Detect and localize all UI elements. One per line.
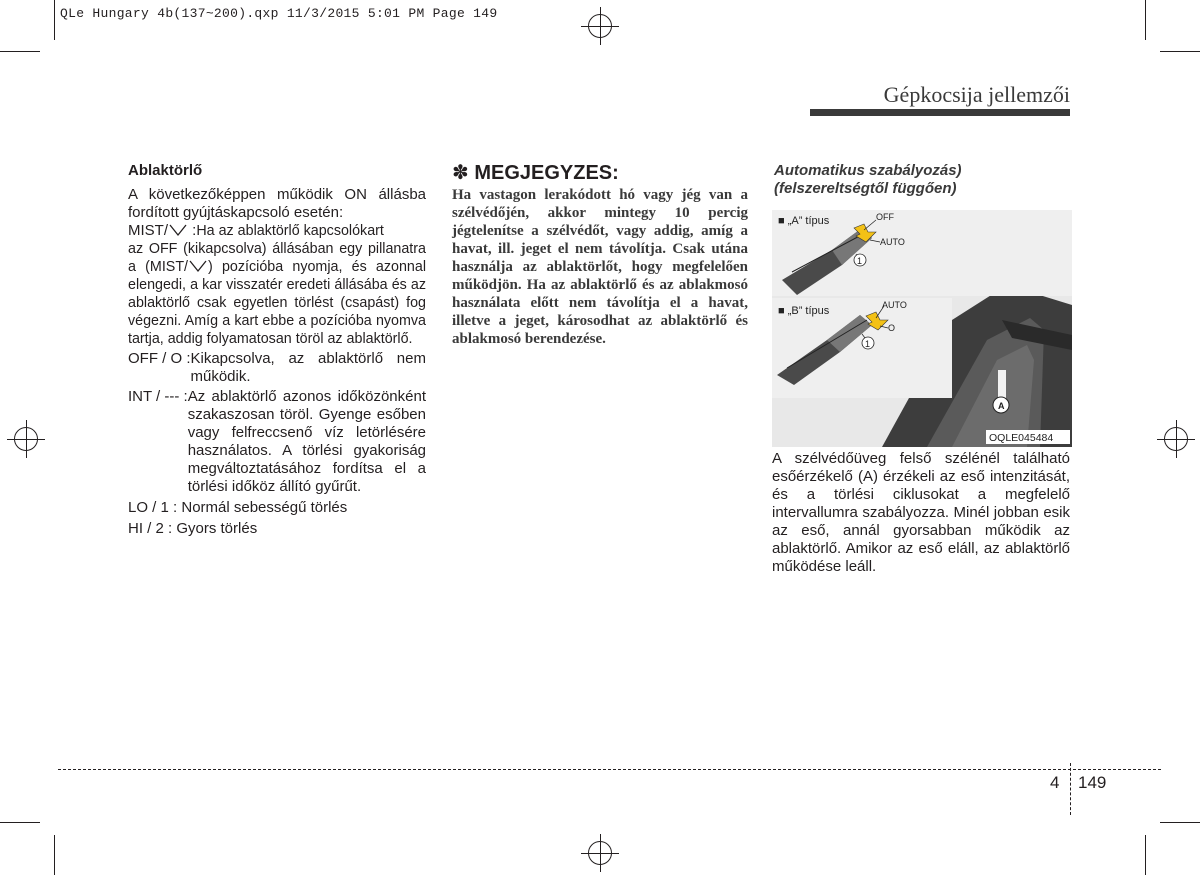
registration-mark-bottom xyxy=(588,841,612,865)
wiper-section xyxy=(128,162,426,538)
note-body: Ha vastagon lerakódott hó vagy jég van a szélvédőjén, akkor mintegy 10 percig jégtelenítse a szélvédőt, vagy addig, amíg a havat, ill. jeget el nem távolítja. Csak utána használja az ablaktörlőt, hogy megfelelően működjön. Ha az ablaktörlő és az ablakmosó használata előtt nem távolítja el a havat, illetve a jeget, károsodhat az ablaktörlő és ablakmosó berendezése. xyxy=(452,187,748,347)
type-b-label: ■ „B” típus xyxy=(778,305,830,317)
off-value: Kikapcsolva, az ablaktörlő nem működik. xyxy=(190,350,426,385)
callout-1-b: 1 xyxy=(865,339,871,349)
auto-label-a: AUTO xyxy=(880,237,905,247)
sensor-a-label: A xyxy=(998,401,1005,411)
mist-v-icon xyxy=(188,259,208,273)
hi-entry: HI / 2 : Gyors törlés xyxy=(128,520,258,537)
o-label: O xyxy=(888,323,896,333)
off-key: OFF / O : xyxy=(128,350,191,367)
int-value: Az ablaktörlő azonos időközönként szakaszosan töröl. Gyenge esőben vagy felfreccsenő víz letörlésére használatos. A törlési gyakoriság megváltoztatásához fordítsa el a törlési időköz állító gyűrűt. xyxy=(187,388,426,495)
note-title: ✽ MEGJEGYZES: xyxy=(452,162,619,184)
footer-rule xyxy=(58,769,1161,770)
chapter-number: 4 xyxy=(1050,773,1060,792)
auto-label-b: AUTO xyxy=(882,300,907,310)
mist-v-icon xyxy=(168,223,188,237)
mist-value-first: Ha az ablaktörlő kapcsolókart xyxy=(196,223,384,239)
figure-title: Automatikus szabályozás) (felszereltségtől függően) xyxy=(774,162,962,197)
wiper-intro: A következőképpen működik ON állásba fordított gyújtáskapcsoló esetén: xyxy=(128,186,426,221)
registration-mark-right xyxy=(1164,427,1188,451)
int-entry xyxy=(128,388,426,496)
rain-sensor-text: A szélvédőüveg felső szélénél található esőérzékelő (A) érzékeli az eső intenzitását, és a törlési ciklusokat a megfelelő intervallumra szabályozza. Minél jobban esik az eső, annál gyorsabban működik az ablaktörlő. Amikor az eső eláll, az ablaktörlő működése leáll. xyxy=(772,450,1070,575)
registration-mark-left xyxy=(14,427,38,451)
type-a-label: ■ „A” típus xyxy=(778,215,830,227)
rain-sensor-illustration xyxy=(772,210,1072,447)
section-title: Gépkocsija jellemzői xyxy=(883,82,1070,107)
off-entry xyxy=(128,350,426,386)
section-rule xyxy=(810,109,1070,116)
print-slug: QLe Hungary 4b(137~200).qxp 11/3/2015 5:01 PM Page 149 xyxy=(60,6,498,21)
registration-mark-top xyxy=(588,14,612,38)
lo-entry: LO / 1 : Normál sebességű törlés xyxy=(128,499,348,516)
mist-entry xyxy=(128,222,426,240)
page-number: 149 xyxy=(1078,773,1107,792)
callout-1-a: 1 xyxy=(857,256,863,266)
footer-divider xyxy=(1070,763,1071,815)
mist-value: az OFF (kikapcsolva) állásában egy pillanatra a (MIST/ ) pozícióba nyomja, és azonnal elengedi, a kar visszatér eredeti állásába és az ablaktörlő csak egyetlen törlést (csapást) fog végezni. Amíg a kart ebbe a pozícióba nyomva tartja, addig folyamatosan töröl az ablaktörlő. xyxy=(128,241,426,347)
int-key: INT / --- : xyxy=(128,388,188,405)
off-label: OFF xyxy=(876,212,894,222)
mist-key: MIST/ : xyxy=(128,222,197,239)
figure-code: OQLE045484 xyxy=(989,432,1054,444)
rain-sensor-figure xyxy=(772,210,1072,447)
wiper-heading: Ablaktörlő xyxy=(128,162,203,179)
